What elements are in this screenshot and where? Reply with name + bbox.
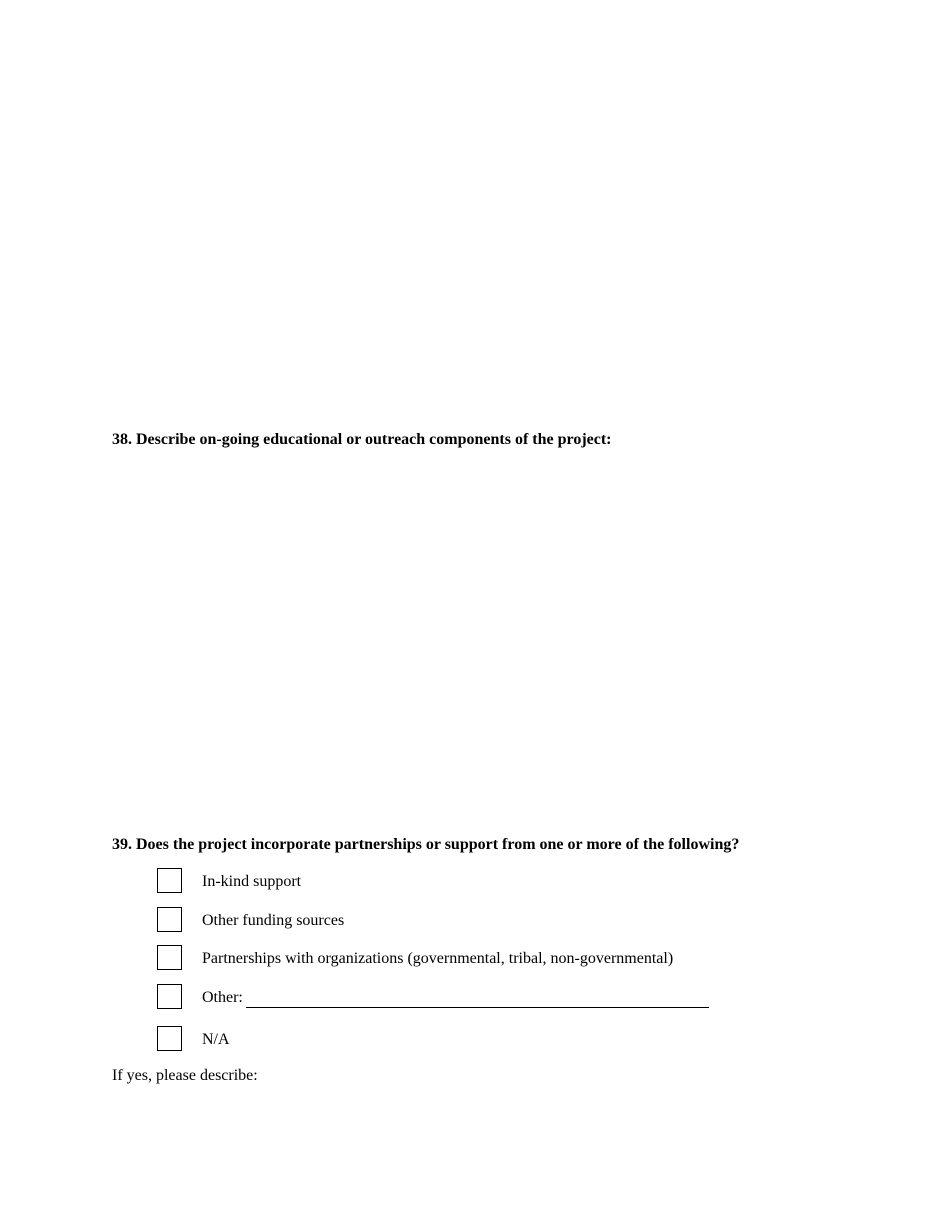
other-label: Other: bbox=[202, 989, 243, 1006]
option-other bbox=[157, 984, 757, 1012]
option-other-funding-sources bbox=[157, 907, 757, 935]
in-kind-support-checkbox[interactable] bbox=[157, 868, 182, 893]
na-label: N/A bbox=[202, 1031, 230, 1048]
other-text-field[interactable] bbox=[246, 1007, 709, 1008]
option-partnerships bbox=[157, 945, 757, 973]
partnerships-checkbox[interactable] bbox=[157, 945, 182, 970]
question-39-heading: 39. Does the project incorporate partnerships or support from one or more of the following? bbox=[112, 836, 740, 853]
option-na bbox=[157, 1026, 757, 1054]
if-yes-describe-prompt: If yes, please describe: bbox=[112, 1067, 258, 1084]
other-checkbox[interactable] bbox=[157, 984, 182, 1009]
question-38-heading: 38. Describe on-going educational or outreach components of the project: bbox=[112, 431, 612, 448]
other-funding-sources-label: Other funding sources bbox=[202, 912, 345, 929]
na-checkbox[interactable] bbox=[157, 1026, 182, 1051]
in-kind-support-label: In-kind support bbox=[202, 873, 302, 890]
partnerships-label: Partnerships with organizations (governmental, tribal, non-governmental) bbox=[202, 950, 674, 967]
option-in-kind-support bbox=[157, 868, 757, 896]
other-funding-sources-checkbox[interactable] bbox=[157, 907, 182, 932]
